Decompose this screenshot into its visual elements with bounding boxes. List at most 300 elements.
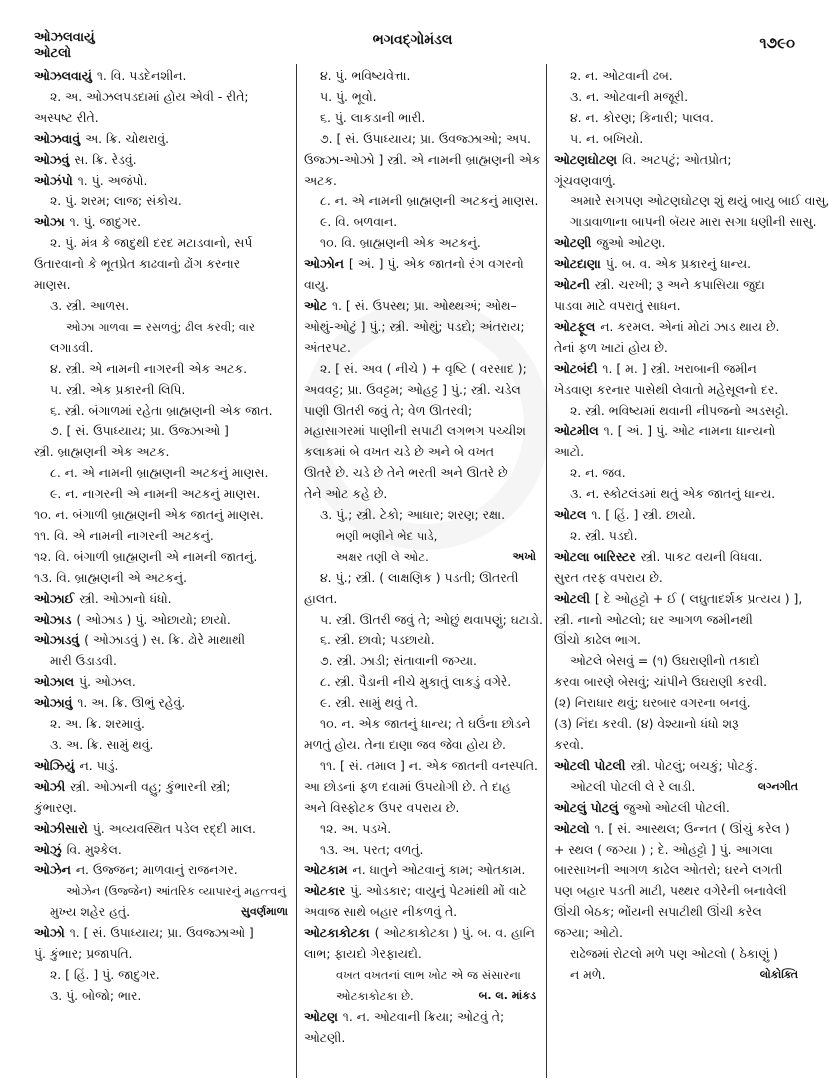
definition-text: ૧૩. અ. પરત; વળતું. <box>320 841 424 857</box>
headword: ઓટમીલ <box>554 423 599 439</box>
definition-text: સ. ક્રિ. રેડવું. <box>74 151 137 167</box>
definition-text: સ્ત્રી. પોટલું; બચકું; પોટકું. <box>630 757 758 773</box>
definition-line <box>304 212 540 233</box>
definition-line <box>554 442 802 463</box>
dictionary-entry-line <box>34 923 292 944</box>
definition-line <box>34 463 292 484</box>
definition-text: કરવા બારણે બેસવું; ચાંપીને ઉઘરાણી કરવી. <box>554 674 768 690</box>
definition-line <box>304 610 543 631</box>
definition-text: ગૂંચવણવાળું. <box>554 172 616 188</box>
definition-line <box>304 66 540 87</box>
definition-line <box>34 735 292 756</box>
definition-line <box>34 87 292 108</box>
dictionary-entry-line <box>304 923 540 944</box>
dictionary-entry-line <box>34 777 292 798</box>
headword: ઓઝાલ <box>34 674 74 690</box>
definition-text: અને વિસ્ફોટક ઉપર વપરાય છે. <box>304 799 460 815</box>
dictionary-entry-line <box>554 254 802 275</box>
definition-text: પાણી ઊતરી જવું તે; વેળ ઊતરવી; <box>304 402 473 418</box>
definition-text: ૫. પું. ભૂવો. <box>320 88 377 104</box>
definition-text: ૮. ન. એ નામની બ્રાહ્મણની અટકનું માણસ. <box>50 465 269 481</box>
definition-text: પું. અવ્યવસ્થિત પડેલ રદ્દી માલ. <box>92 820 256 836</box>
definition-line <box>34 881 292 902</box>
definition-text: ૭. [ સં. ઉપાધ્યાય; પ્રા. ઉજ્ઝાઓ ] <box>50 423 229 439</box>
definition-text: ૮. ન. એ નામની બ્રાહ્મણની અટકનું માણસ. <box>320 193 539 209</box>
headword: ઓઝું <box>34 841 62 857</box>
definition-line <box>304 108 540 129</box>
definition-text: ૧૨. અ. પડખે. <box>320 820 392 836</box>
definition-text: ૧. પું. જાદુગર. <box>69 214 142 230</box>
definition-line <box>304 359 540 380</box>
definition-text: અટક. <box>304 172 337 188</box>
headword: ઓટલા બારિસ્ટર <box>554 548 636 564</box>
definition-text: કલાકમાં બે વખત ચડે છે અને બે વખત <box>304 444 494 460</box>
dictionary-entry-line <box>554 275 802 296</box>
definition-text: [ અં. ] પું. એક જાતનો રંગ વગરનો <box>348 256 524 272</box>
definition-line <box>34 547 292 568</box>
headword: ઓઝાડવું <box>34 632 80 648</box>
definition-line <box>304 150 540 171</box>
definition-line <box>554 902 802 923</box>
column-divider <box>546 64 547 1078</box>
headword: ઓટબંદી <box>554 360 598 376</box>
dictionary-entry-line <box>34 66 292 87</box>
definition-line <box>304 651 540 672</box>
definition-line <box>34 944 292 965</box>
last-guide-word: ઓટલો <box>34 46 72 61</box>
definition-line <box>304 568 540 589</box>
definition-line <box>554 944 802 965</box>
definition-line <box>554 693 802 714</box>
headword: ઓટલો <box>554 820 590 836</box>
definition-text: ભણી ભણીને ભેદ પાડે, <box>336 528 438 543</box>
definition-line <box>554 965 802 986</box>
headword: ઓઝેન <box>34 862 71 878</box>
definition-text: ઓથું-ઓટું ] પું.; સ્ત્રી. ઓથું; પડદો; અંતરાય; <box>304 318 525 334</box>
headword: ઓટકામ <box>304 862 348 878</box>
definition-text: ૩. ન. સ્કોટલંડમાં થતું એક જાતનું ધાન્ય. <box>570 486 776 502</box>
definition-text: ૫. સ્ત્રી. એક પ્રકારની લિપિ. <box>50 381 186 397</box>
citation-source: લગ્નગીત <box>757 779 798 793</box>
definition-text: ૧. [ હિં. ] સ્ત્રી. છાયો. <box>591 507 696 523</box>
definition-line <box>304 1028 540 1049</box>
definition-text: અવવટ્ટ; પ્રા. ઉવટ્ટમ; ઓહટ્ટ ] પું.; સ્ત્રી. ચડેલ <box>304 381 521 397</box>
definition-line <box>34 965 292 986</box>
definition-line <box>34 986 292 1007</box>
definition-text: આ છોડનાં ફળ દવામાં ઉપયોગી છે. તે દાહ <box>304 778 511 794</box>
definition-line <box>304 233 540 254</box>
definition-text: તેનાં ફળ ખાટાં હોય છે. <box>554 339 668 355</box>
definition-line <box>34 401 292 422</box>
definition-text: ખેડવાણ કરનાર પાસેથી લેવાતો મહેસૂલનો દર. <box>554 381 779 397</box>
definition-text: + સ્થલ ( જગ્યા ) ; દે. ઓહટ્ટો ] પું. આગલા <box>554 841 773 857</box>
definition-text: ૨. પું. શરમ; લાજ; સંકોચ. <box>50 193 182 209</box>
headword: ઓઝિયું <box>34 757 75 773</box>
definition-text: ૨. સ્ત્રી. ભવિષ્યમાં થવાની નીપજનો અડસટ્ટો. <box>570 402 789 418</box>
dictionary-entry-line <box>554 421 802 442</box>
column-1 <box>34 66 292 1007</box>
dictionary-entry-line <box>34 171 292 192</box>
definition-line <box>304 191 540 212</box>
definition-line <box>34 651 292 672</box>
definition-text: વખત વખતનાં લાભ ખોટ એ જ સંસારના <box>336 967 521 982</box>
headword: ઓટદાણા <box>554 256 601 272</box>
definition-text: ૫. સ્ત્રી. ઊતરી જવું તે; ઓછું થવાપણું; ઘટાડો. <box>320 611 543 627</box>
definition-text: કુંભારણ. <box>34 799 77 815</box>
definition-line <box>304 338 540 359</box>
definition-text: ૩. પું.; સ્ત્રી. ટેકો; આધાર; શરણ; રક્ષા. <box>320 507 506 523</box>
definition-text: અમારે સગપણ ઓટણઘોટણ શું થયું બાયુ બાઈ વાસુ, <box>570 193 829 209</box>
definition-text: ન. પાડું. <box>79 757 119 773</box>
definition-line <box>304 547 540 568</box>
definition-line <box>554 630 802 651</box>
citation-source: બ. લ. માંકડ <box>478 988 536 1002</box>
definition-line <box>34 484 292 505</box>
definition-text: ૧૨. વિ. બંગાળી બ્રાહ્મણની એ નામની જાતનું. <box>34 548 258 564</box>
definition-text: ઓટણી. <box>304 1029 346 1045</box>
definition-text: ૧૩. વિ. બ્રાહ્મણની એ અટકનું. <box>34 569 187 585</box>
citation-source: સુવર્ણમાળા <box>240 905 288 919</box>
definition-text: ૬. પું. લાકડાની ભારી. <box>320 109 426 125</box>
definition-text: ૧. વિ. પડદેનશીન. <box>96 68 187 83</box>
headword: ઓઝવું <box>34 151 70 167</box>
dictionary-entry-line <box>34 756 292 777</box>
definition-text: પણ બહાર પડતી માટી, પથ્થર વગેરેની બનાવેલી <box>554 883 787 899</box>
definition-line <box>34 568 292 589</box>
definition-line <box>554 191 829 212</box>
definition-text: ૯. વિ. બળવાન. <box>320 214 398 230</box>
running-title: ભગવદ્ગોમંડલ <box>372 32 453 48</box>
headword: ઓટણી <box>554 235 592 251</box>
definition-text: સ્ત્રી. બ્રાહ્મણની એક અટક. <box>34 444 170 460</box>
definition-text: આટો. <box>554 444 585 460</box>
dictionary-entry-line <box>554 505 802 526</box>
definition-text: સ્ત્રી. પાકટ વયની વિધવા. <box>640 548 763 564</box>
definition-text: ન. ધાતુને ઓટવાનું કામ; ઓતકામ. <box>352 862 526 878</box>
definition-line <box>304 275 540 296</box>
definition-line <box>554 484 802 505</box>
definition-line <box>304 129 540 150</box>
definition-line <box>304 819 540 840</box>
definition-line <box>304 986 540 1007</box>
definition-line <box>34 359 292 380</box>
column-divider <box>296 64 297 1078</box>
definition-text: ૧૦. વિ. બ્રાહ્મણની એક અટકનું. <box>320 235 481 251</box>
definition-line <box>34 714 292 735</box>
definition-text: માણસ. <box>34 277 71 293</box>
definition-line <box>554 651 802 672</box>
definition-text: પું. કુંભાર; પ્રજાપતિ. <box>34 946 133 962</box>
definition-text: કરવો. <box>554 737 584 752</box>
headword: ઓઝીસારો <box>34 820 88 836</box>
definition-text: ૨. સ્ત્રી. પડદો. <box>570 527 638 543</box>
definition-text: ઊતરે છે. ચડે છે તેને ભરતી અને ઊતરે છે <box>304 465 508 481</box>
definition-text: ૧૧. [ સં. તમાલ ] ન. એક જાતની વનસ્પતિ. <box>320 757 538 773</box>
definition-text: ગાડાવાળાના બાપની બૅયર મારા સગા ધણીની સાસુ. <box>570 214 817 230</box>
definition-text: ૩. સ્ત્રી. આળસ. <box>50 297 130 313</box>
definition-text: વાયુ. <box>304 277 329 293</box>
definition-text: ઓટકાકોટકા છે. <box>336 988 414 1003</box>
definition-line <box>304 902 540 923</box>
definition-text: ૧૦. ન. બંગાળી બ્રાહ્મણની એક જાતનું માણસ. <box>34 507 264 523</box>
headword: ઓઝો <box>34 925 65 941</box>
definition-line <box>304 693 540 714</box>
dictionary-entry-line <box>304 254 540 275</box>
definition-text: પું. ઓડકાર; વાયુનું પેટમાંથી મોં વાટે <box>350 883 527 899</box>
column-3 <box>554 66 829 986</box>
definition-line <box>304 589 540 610</box>
definition-text: ન મળે. <box>570 966 606 982</box>
definition-text: ૧. ન. ઓટવાની ક્રિયા; ઓટવું તે; <box>342 1008 505 1024</box>
definition-line <box>554 672 802 693</box>
headword: ઓટલી <box>554 590 590 606</box>
definition-line <box>554 66 802 87</box>
headword: ઓટલું પોટલું <box>554 799 619 815</box>
definition-line <box>304 421 540 442</box>
dictionary-entry-line <box>34 589 292 610</box>
definition-text: હાલત. <box>304 590 338 606</box>
headword: ઓઝંપો <box>34 172 73 188</box>
definition-text: ૫. ન. બખિયો. <box>570 130 644 146</box>
definition-line <box>34 526 292 547</box>
definition-line <box>304 505 540 526</box>
definition-line <box>554 380 802 401</box>
dictionary-entry-line <box>554 589 802 610</box>
citation-source: અખો <box>512 549 536 563</box>
dictionary-entry-line <box>554 756 802 777</box>
definition-line <box>304 798 540 819</box>
definition-line <box>304 463 540 484</box>
definition-text: મારી ઉડાડવી. <box>50 653 117 669</box>
dictionary-entry-line <box>554 359 802 380</box>
definition-text: ઉજ્ઝા-ઓઝો ] સ્ત્રી. એ નામની બ્રાહ્મણની એક <box>304 151 541 167</box>
definition-line <box>554 212 817 233</box>
definition-text: જગ્યા; ઓટો. <box>554 925 623 941</box>
dictionary-entry-line <box>304 860 540 881</box>
dictionary-entry-line <box>304 881 540 902</box>
definition-text: (૨) નિરાધાર થવું; ઘરબાર વગરના બનવું. <box>554 695 751 711</box>
definition-text: પું. બ. વ. એક પ્રકારનું ધાન્ય. <box>605 256 752 272</box>
dictionary-entry-line <box>304 296 540 317</box>
dictionary-entry-line <box>34 860 292 881</box>
definition-text: સ્ત્રી. ઓઝાનો ધંધો. <box>79 590 172 606</box>
definition-text: અંતરપટ. <box>304 339 351 355</box>
definition-line <box>304 171 540 192</box>
definition-text: સ્ત્રી. ઓઝાની વહુ; કુંભારની સ્ત્રી; <box>70 778 231 794</box>
definition-text: ૭. સ્ત્રી. ઝાડી; સંતાવાની જગ્યા. <box>320 653 477 669</box>
definition-text: ૪. ન. કોરણ; કિનારી; પાલવ. <box>570 109 714 125</box>
headword: ઓટકાકોટકા <box>304 925 370 941</box>
dictionary-entry-line <box>34 672 292 693</box>
definition-line <box>304 840 540 861</box>
definition-line <box>304 484 540 505</box>
dictionary-entry-line <box>554 317 802 338</box>
definition-text: ૧. [ સં. ઉપાધ્યાય; પ્રા. ઉવજ્ઝાઓ ] <box>69 925 254 941</box>
definition-text: ૩. અ. ક્રિ. સામું થવું. <box>50 737 154 752</box>
definition-line <box>554 610 802 631</box>
column-2 <box>304 66 543 1049</box>
definition-line <box>34 421 292 442</box>
definition-text: ૨. [ હિં. ] પું. જાદુગર. <box>50 966 160 982</box>
headword: ઓઝોન <box>304 256 344 272</box>
definition-line <box>304 526 540 547</box>
definition-text: મળતું હોય. તેના દાણા જવ જેવા હોય છે. <box>304 737 506 752</box>
definition-line <box>34 338 292 359</box>
headword: ઓટણઘોટણ <box>554 151 617 167</box>
headword: ઓટણ <box>304 1008 338 1024</box>
dictionary-entry-line <box>554 819 802 840</box>
definition-text: ( ઓઝાડ ) પું. ઓછાયો; છાયો. <box>76 611 231 627</box>
headword: ઓટ <box>304 297 327 313</box>
definition-text: ઉતારવાનો કે ભૂતપ્રેત કાઢવાનો ઢોંગ કરનાર <box>34 256 241 272</box>
definition-text: ૨. ન. ઓટવાની ઢબ. <box>570 68 673 83</box>
definition-line <box>34 108 292 129</box>
definition-text: ૧. [ અં. ] પું. ઓટ નામના ધાન્યનો <box>603 423 776 439</box>
definition-text: સ્ત્રી. ચરખી; રૂ અને કપાસિયા જુદા <box>594 277 765 293</box>
definition-line <box>34 380 292 401</box>
definition-text: પાડવા માટે વપરાતું સાધન. <box>554 297 681 313</box>
dictionary-entry-line <box>554 150 802 171</box>
headword: ઓઝાડ <box>34 611 72 627</box>
definition-text: મહાસાગરમાં પાણીની સપાટી લગભગ પચ્ચીશ <box>304 423 526 439</box>
definition-text: ૪. સ્ત્રી. એ નામની નાગરની એક અટક. <box>50 360 248 376</box>
headword: ઓઝાવું <box>34 695 73 711</box>
dictionary-entry-line <box>304 1007 540 1028</box>
dictionary-entry-line <box>34 693 292 714</box>
dictionary-entry-line <box>34 840 292 861</box>
definition-text: ૧. [ સં. આસ્થલ; ઉન્નત ( ઊંચું કરેલ ) <box>594 820 790 836</box>
definition-text: બારસાખની આગળ કાઢેલ ઓતરો; ઘરને લગતી <box>554 862 783 878</box>
definition-line <box>554 881 802 902</box>
headword: ઓઝવાવું <box>34 130 81 146</box>
citation-source: લોકોક્તિ <box>759 967 798 981</box>
definition-text: ૮. સ્ત્રી. પૈડાની નીચે મુકાતું લાકડું વગેરે. <box>320 674 512 690</box>
first-guide-word: ઓઝલવાયું <box>34 30 95 45</box>
definition-text: ઓટલી પોટલી લે રે લાડી. <box>570 778 696 794</box>
definition-line <box>304 401 540 422</box>
definition-line <box>34 254 292 275</box>
definition-text: સુરત તરફ વપરાય છે. <box>554 569 663 585</box>
definition-line <box>554 401 802 422</box>
definition-line <box>34 317 292 338</box>
definition-line <box>34 296 292 317</box>
definition-text: અવાજ સાથે બહાર નીકળવું તે. <box>304 904 458 920</box>
definition-text: લગાડવી. <box>50 339 94 355</box>
definition-line <box>554 296 802 317</box>
definition-line <box>554 860 802 881</box>
definition-line <box>34 275 292 296</box>
definition-line <box>304 87 540 108</box>
dictionary-entry-line <box>554 547 802 568</box>
headword: ઓટકાર <box>304 883 346 899</box>
dictionary-entry-line <box>554 233 802 254</box>
definition-text: ૨. [ સં. અવ ( નીચે ) + વૃષ્ટિ ( વરસાદ ); <box>320 360 527 376</box>
definition-text: ૧. [ મ. ] સ્ત્રી. ખરાબાની જમીન <box>602 360 757 376</box>
definition-text: ન. ઉજ્જન; માળવાનું રાજનગર. <box>75 862 238 878</box>
definition-line <box>34 798 292 819</box>
definition-text: તેને ઓટ કહે છે. <box>304 486 388 502</box>
definition-line <box>304 630 540 651</box>
definition-line <box>554 735 802 756</box>
definition-text: ૭. [ સં. ઉપાધ્યાય; પ્રા. ઉવજ્ઝાઓ; અપ. <box>320 130 531 146</box>
definition-text: ૪. પું.; સ્ત્રી. ( લાક્ષણિક ) પડતી; ઊતરતી <box>320 569 519 585</box>
definition-line <box>554 777 802 798</box>
definition-line <box>554 923 802 944</box>
definition-text: [ દે ઓહટ્ટો + ઈ ( લઘુતાદર્શક પ્રત્યય ) ], <box>594 590 803 606</box>
definition-text: ૧. [ સં. ઉપસ્થ; પ્રા. ઓથ્થઅં; ઓથ– <box>331 297 517 313</box>
definition-line <box>554 108 802 129</box>
definition-text: (૩) નિંદા કરવી. (૪) વેશ્યાનો ધંધો શરૂ <box>554 716 739 732</box>
definition-text: ૨. અ. ઓઝલપડદામાં હોય એવી - રીતે; <box>50 88 249 104</box>
definition-text: મુખ્ય શહેર હતું. <box>50 904 131 920</box>
definition-text: ૬. સ્ત્રી. બંગાળમાં રહેતા બ્રાહ્મણની એક જાત. <box>50 402 273 418</box>
definition-text: રાઢેજમાં રોટલો મળે પણ ઓટલો ( ઠેકાણું ) <box>570 946 779 962</box>
definition-line <box>304 756 540 777</box>
dictionary-entry-line <box>554 798 802 819</box>
definition-line <box>34 233 292 254</box>
definition-line <box>34 505 292 526</box>
definition-text: ૨. ન. જવ. <box>570 465 626 481</box>
definition-text: ૧૦. ન. એક જાતનું ધાન્ય; તે ઘઉંના છોડને <box>320 716 531 732</box>
definition-text: અસ્પષ્ટ રીતે. <box>34 109 99 125</box>
headword: ઓઝાઈ <box>34 590 75 606</box>
definition-line <box>304 672 540 693</box>
definition-text: અ. ક્રિ. ચોથરાવું. <box>85 130 170 146</box>
definition-line <box>304 442 540 463</box>
definition-line <box>554 714 802 735</box>
definition-text: ૧. અ. ક્રિ. ઊભું રહેવું. <box>77 695 186 711</box>
page-number: ૧૭૯૦ <box>759 34 795 52</box>
headword: ઓટલી પોટલી <box>554 757 626 773</box>
definition-text: ( ઓઝાડવું ) સ. ક્રિ. ઢોરે માથાથી <box>84 632 246 648</box>
definition-text: પું. ઓઝલ. <box>79 674 136 690</box>
definition-line <box>304 777 540 798</box>
definition-line <box>34 191 292 212</box>
headword: ઓઝા <box>34 214 65 230</box>
dictionary-entry-line <box>34 212 292 233</box>
definition-text: ઓટલે બેસવું = (૧) ઉઘરાણીનો તકાદો <box>570 653 760 669</box>
headword: ઓઝલવાયું <box>34 68 92 83</box>
definition-line <box>554 568 802 589</box>
definition-text: જુઓ ઓટણ. <box>596 235 666 251</box>
definition-text: ઓઝેન (ઉજ્જેન) આંતરિક વ્યાપારનું મહત્ત્વનું <box>66 884 287 899</box>
dictionary-entry-line <box>34 129 292 150</box>
definition-line <box>554 840 802 861</box>
definition-text: જુઓ ઓટલી પોટલી. <box>623 799 730 815</box>
definition-text: ૬. સ્ત્રી. છાવો; પડછાયો. <box>320 632 435 648</box>
definition-text: ૧૧. વિ. એ નામની નાગરની અટકનું. <box>34 527 214 543</box>
definition-line <box>34 442 292 463</box>
definition-line <box>34 902 292 923</box>
definition-line <box>554 171 802 192</box>
headword: ઓઝી <box>34 778 66 794</box>
definition-line <box>554 526 802 547</box>
dictionary-entry-line <box>34 630 292 651</box>
headword: ઓટની <box>554 277 590 293</box>
definition-text: ૨. પું. મંત્ર કે જાદુથી દરદ મટાડવાનો, સર્પ <box>50 235 253 251</box>
definition-text: ન. કરમલ. એનાં મોટાં ઝાડ થાય છે. <box>600 318 780 334</box>
definition-line <box>554 338 802 359</box>
definition-line <box>304 735 540 756</box>
definition-text: ૩. પું. બોજો; ભાર. <box>50 987 142 1003</box>
definition-line <box>304 965 540 986</box>
definition-text: ૧. પું. અજંપો. <box>77 172 148 188</box>
definition-text: અક્ષર તણી લે ઓટ. <box>336 549 429 564</box>
definition-text: સ્ત્રી. નાનો ઓટલો; ઘર આગળ જમીનથી <box>554 611 753 627</box>
headword: ઓટફૂલ <box>554 318 596 334</box>
dictionary-entry-line <box>34 150 292 171</box>
definition-line <box>554 463 802 484</box>
